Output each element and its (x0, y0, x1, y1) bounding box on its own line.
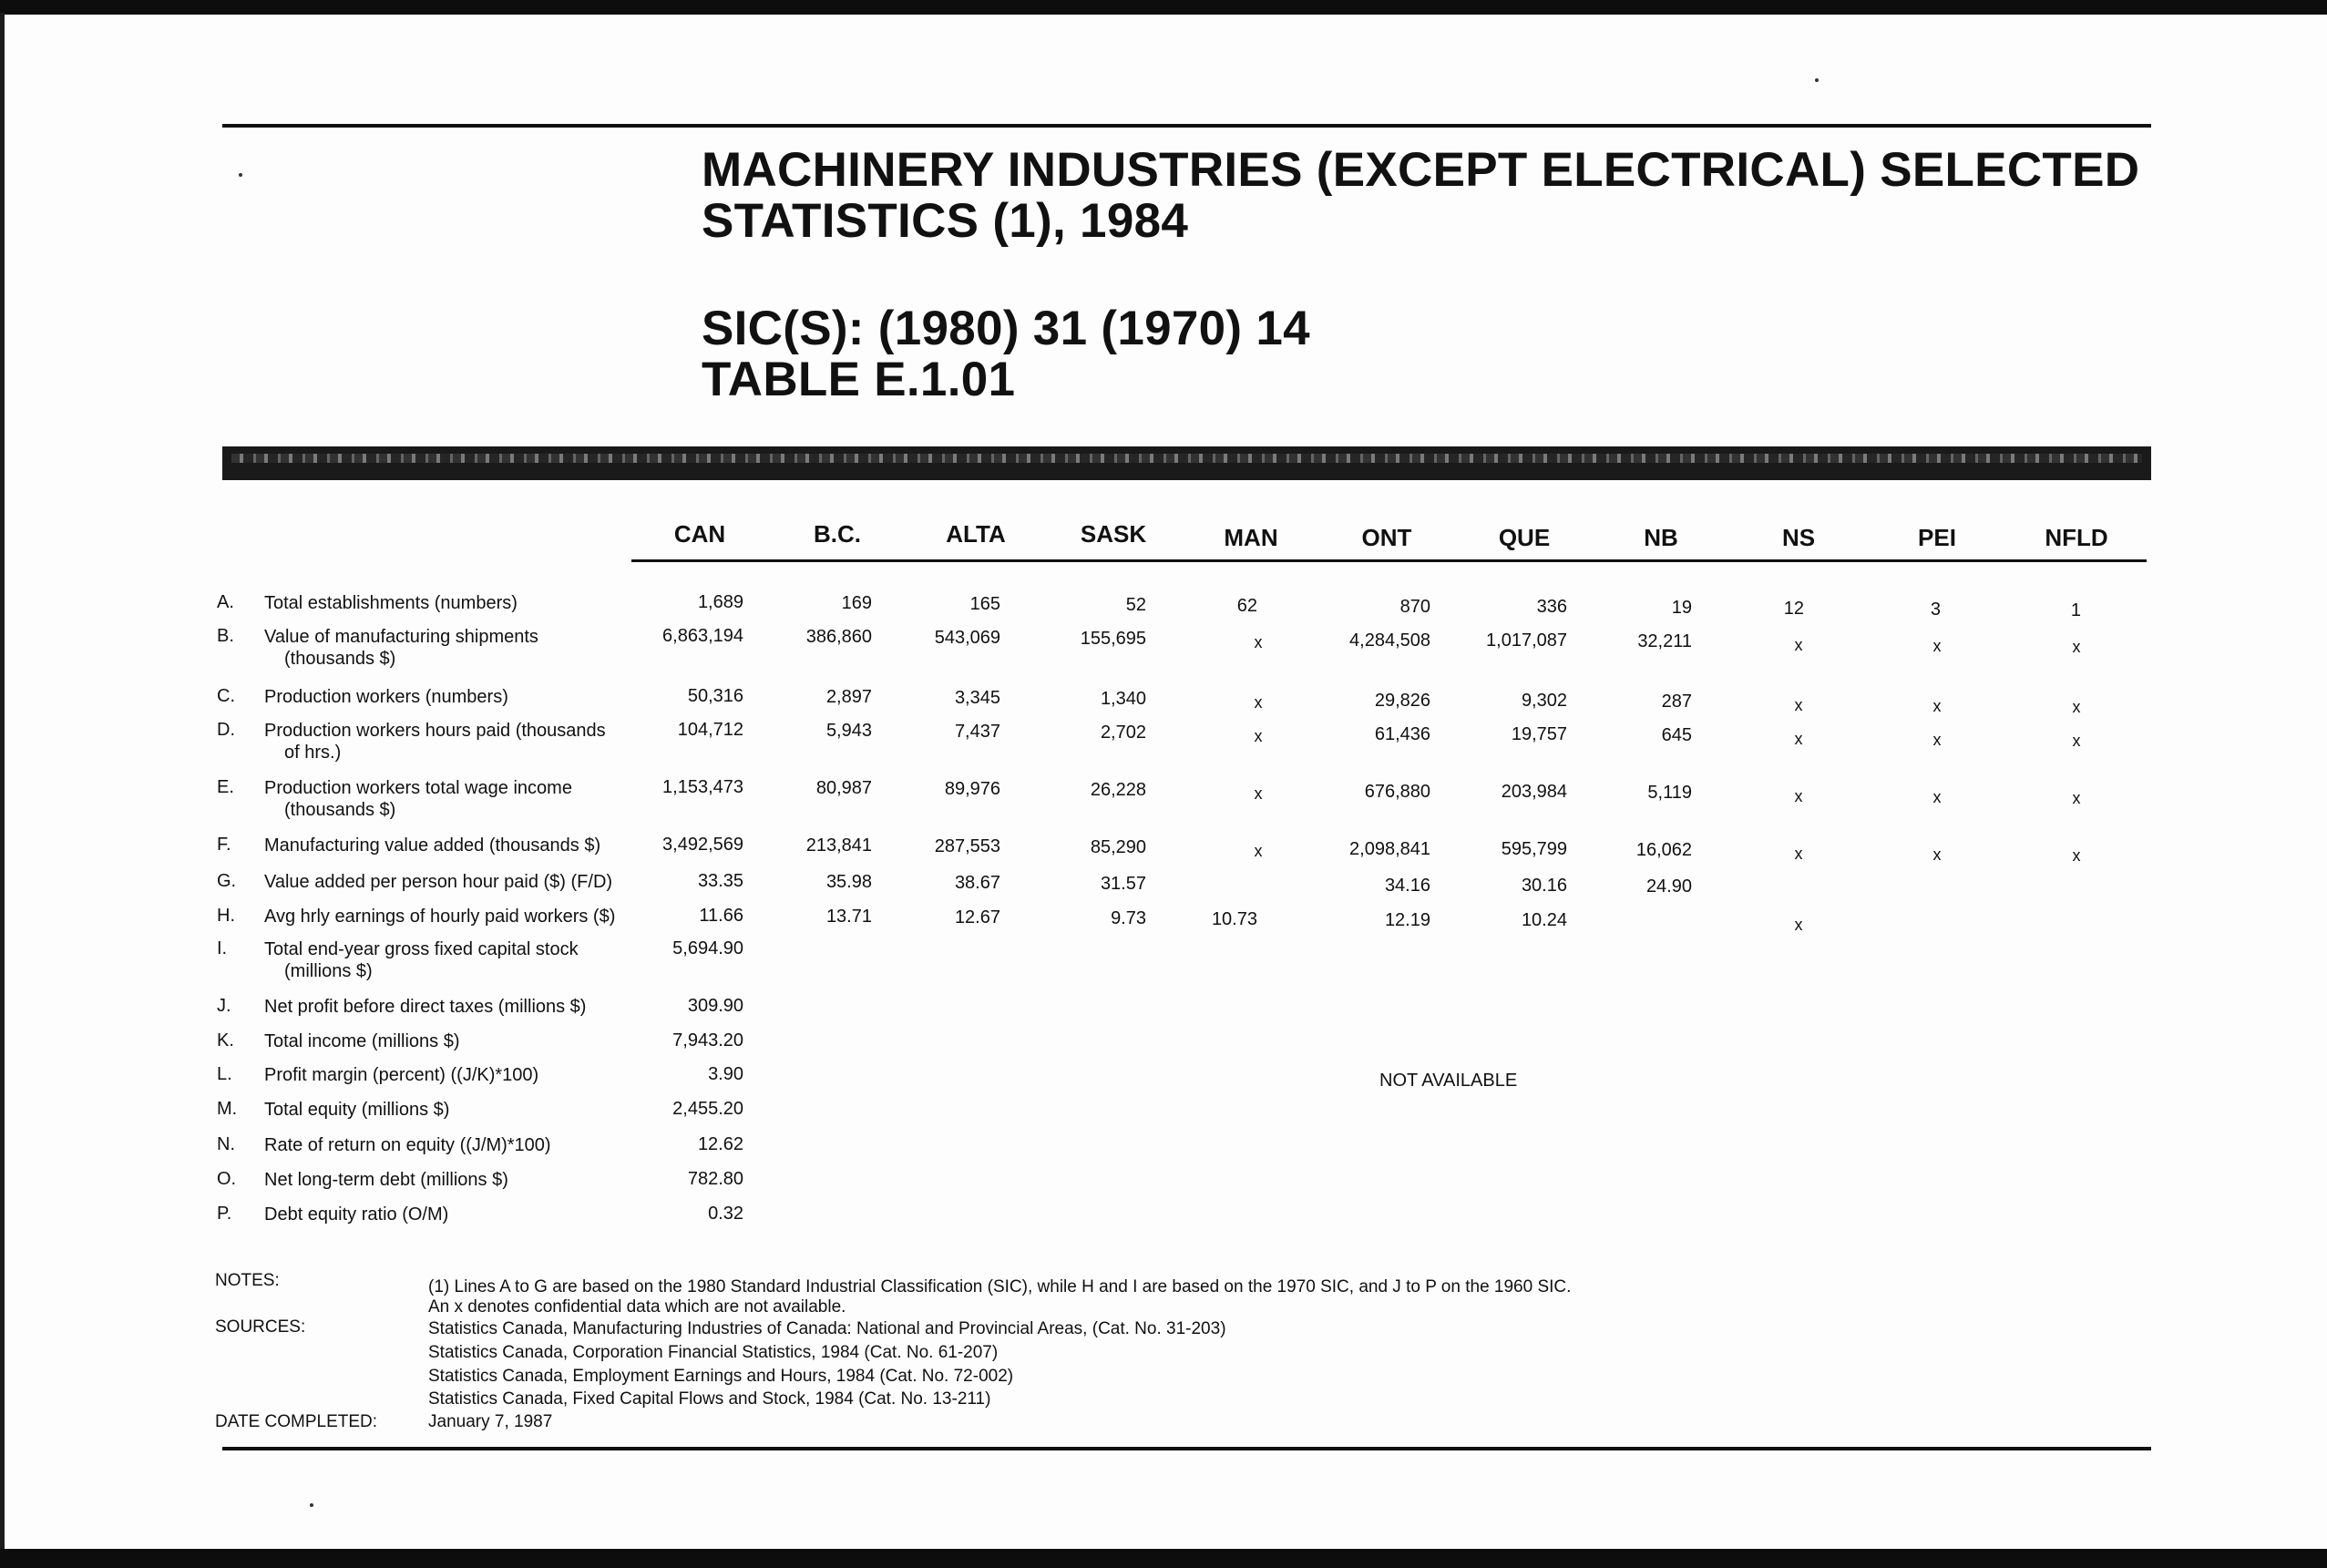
table-cell: x (1932, 637, 1942, 655)
table-cell: 26,228 (1090, 780, 1146, 800)
row-label (264, 1099, 647, 1121)
row-label (264, 626, 647, 670)
sic-code: SIC(S): (1980) 31 (1970) 14 (702, 302, 1310, 355)
table-cell: 5,694.90 (672, 938, 743, 958)
column-header-pei: PEI (1918, 524, 1956, 551)
note-1: (1) Lines A to G are based on the 1980 Standard Industrial Classification (SIC), while H and I are based on the 1970 SIC, and J to P on the 1960 SIC. (428, 1277, 1572, 1296)
not-available-note: NOT AVAILABLE (1379, 1071, 1518, 1091)
table-cell: 16,062 (1635, 840, 1692, 860)
source-4: Statistics Canada, Fixed Capital Flows and Stock, 1984 (Cat. No. 13-211) (428, 1389, 991, 1409)
table-cell: 9,302 (1521, 691, 1567, 711)
table-cell: x (2072, 846, 2081, 865)
table-cell: 9.73 (1111, 908, 1146, 928)
table-cell: x (1932, 845, 1942, 864)
table-cell: x (1932, 788, 1942, 806)
scan-speck (239, 173, 242, 177)
column-header-rule (631, 559, 2147, 562)
table-cell: 1,153,473 (662, 777, 743, 797)
table-cell: 3.90 (708, 1064, 743, 1084)
table-cell: 4,284,508 (1349, 630, 1430, 651)
table-cell: x (1794, 696, 1803, 714)
row-label-line-1: Rate of return on equity ((J/M)*100) (264, 1135, 551, 1155)
table-cell: 870 (1399, 597, 1430, 617)
table-cell: 165 (969, 594, 1000, 614)
row-label-line-1: Total establishments (numbers) (264, 593, 518, 613)
table-number: TABLE E.1.01 (702, 353, 1016, 406)
table-cell: x (2072, 789, 2081, 807)
table-cell: 104,712 (677, 720, 743, 740)
table-cell: 19 (1671, 598, 1692, 618)
row-letter: F. (217, 835, 231, 855)
table-cell: 10.73 (1211, 909, 1257, 929)
row-label-line-1: Net long-term debt (millions $) (264, 1170, 508, 1190)
row-label (264, 835, 647, 856)
scan-border-left (0, 13, 5, 1553)
date-completed-value: January 7, 1987 (428, 1412, 553, 1431)
table-cell: 595,799 (1501, 839, 1567, 859)
table-cell: 6,863,194 (662, 626, 743, 646)
row-label-line-1: Value added per person hour paid ($) (F/D) (264, 872, 613, 892)
table-cell: 2,455.20 (672, 1099, 743, 1119)
column-header-ns: NS (1781, 524, 1816, 551)
table-cell: 1,689 (697, 592, 743, 612)
date-completed-label: DATE COMPLETED: (215, 1412, 378, 1431)
note-2: An x denotes confidential data which are not available. (428, 1297, 846, 1317)
row-label (264, 1030, 647, 1052)
table-cell: x (1794, 787, 1803, 805)
table-cell: 1,017,087 (1486, 630, 1567, 651)
table-cell: 12 (1783, 599, 1804, 619)
row-label-line-1: Production workers hours paid (thousands (264, 721, 606, 741)
title-line-1: MACHINERY INDUSTRIES (EXCEPT ELECTRICAL) SELECTED (702, 143, 2140, 197)
row-letter: B. (217, 626, 234, 646)
table-cell: 30.16 (1521, 876, 1567, 896)
column-header-sask: SASK (1080, 520, 1147, 548)
table-cell: 11.66 (699, 906, 743, 926)
column-header-alta: ALTA (946, 520, 1006, 548)
table-cell: 386,860 (805, 627, 872, 647)
table-cell: x (1932, 731, 1942, 749)
column-header-ont: ONT (1361, 524, 1412, 551)
row-letter: P. (217, 1204, 232, 1224)
row-letter: H. (217, 906, 235, 926)
column-header-bc: B.C. (814, 520, 861, 548)
table-cell: 1 (2070, 600, 2081, 620)
table-cell: x (1254, 633, 1263, 651)
table-cell: x (2072, 698, 2081, 716)
column-header-nb: NB (1644, 524, 1678, 551)
table-cell: x (1932, 697, 1942, 715)
source-2: Statistics Canada, Corporation Financial Statistics, 1984 (Cat. No. 61-207) (428, 1343, 999, 1362)
row-label-line-1: Debt equity ratio (O/M) (264, 1204, 449, 1225)
row-letter: N. (217, 1134, 235, 1154)
table-cell: 5,943 (825, 721, 872, 741)
row-label (264, 777, 647, 821)
row-label (264, 1204, 647, 1225)
table-cell: 0.32 (708, 1204, 743, 1224)
row-label (264, 592, 647, 614)
table-cell: x (1794, 730, 1803, 748)
row-letter: G. (217, 871, 237, 891)
row-label (264, 938, 647, 982)
scan-speck (1815, 78, 1819, 82)
column-header-can: CAN (673, 520, 726, 548)
row-letter: M. (217, 1099, 238, 1119)
table-cell: 29,826 (1374, 691, 1430, 711)
row-label-line-2: (thousands $) (284, 649, 396, 669)
table-cell: 169 (841, 593, 872, 613)
row-label-line-2: (millions $) (284, 961, 373, 981)
table-cell: 35.98 (825, 872, 872, 892)
table-cell: 62 (1236, 596, 1257, 616)
table-cell: x (1794, 916, 1803, 934)
table-cell: 3,492,569 (662, 835, 743, 855)
table-cell: 1,340 (1100, 689, 1146, 709)
table-cell: 7,943.20 (672, 1030, 743, 1050)
table-cell: 2,098,841 (1349, 839, 1430, 859)
scan-border-bottom (0, 1549, 2327, 1568)
table-cell: 287,553 (934, 836, 1000, 856)
table-cell: 309.90 (687, 996, 743, 1016)
table-cell: 3 (1930, 600, 1941, 620)
table-cell: 50,316 (687, 686, 743, 706)
notes-label: NOTES: (215, 1271, 280, 1290)
table-cell: 85,290 (1090, 837, 1146, 857)
table-cell: 24.90 (1645, 876, 1692, 897)
row-label-line-1: Net profit before direct taxes (millions $) (264, 997, 587, 1017)
sources-label: SOURCES: (215, 1317, 306, 1337)
row-label (264, 1169, 647, 1191)
header-band (222, 446, 2151, 480)
row-label-line-1: Manufacturing value added (thousands $) (264, 835, 601, 856)
top-rule (222, 124, 2151, 128)
row-label-line-1: Avg hrly earnings of hourly paid workers ($) (264, 907, 616, 927)
table-cell: 32,211 (1637, 631, 1692, 651)
row-letter: O. (217, 1169, 237, 1189)
row-label (264, 871, 647, 893)
table-cell: 13.71 (825, 907, 872, 927)
column-header-man: MAN (1224, 524, 1278, 551)
table-cell: 80,987 (815, 778, 872, 798)
row-letter: K. (217, 1030, 234, 1050)
row-label (264, 686, 647, 708)
table-cell: 155,695 (1080, 629, 1146, 649)
source-3: Statistics Canada, Employment Earnings and Hours, 1984 (Cat. No. 72-002) (428, 1367, 1014, 1386)
table-cell: 676,880 (1364, 782, 1430, 802)
column-header-que: QUE (1498, 524, 1551, 551)
table-cell: 2,897 (825, 687, 872, 707)
row-letter: J. (217, 996, 231, 1016)
row-label-line-1: Total income (millions $) (264, 1031, 460, 1051)
table-cell: 5,119 (1647, 783, 1692, 803)
table-cell: 61,436 (1374, 724, 1430, 744)
table-cell: x (1794, 845, 1803, 863)
row-label-line-1: Total equity (millions $) (264, 1100, 450, 1120)
row-label (264, 720, 647, 764)
table-cell: 34.16 (1384, 876, 1430, 896)
row-letter: E. (217, 777, 234, 797)
table-cell: 2,702 (1100, 723, 1146, 743)
table-cell: 89,976 (944, 779, 1000, 799)
row-label (264, 1134, 647, 1156)
table-cell: 12.19 (1384, 910, 1430, 930)
table-cell: 543,069 (934, 628, 1000, 648)
row-label-line-2: of hrs.) (284, 743, 342, 763)
table-cell: 19,757 (1511, 724, 1567, 744)
row-label-line-1: Production workers (numbers) (264, 687, 508, 707)
table-cell: 782.80 (687, 1169, 743, 1189)
table-cell: x (1254, 727, 1263, 745)
row-label (264, 996, 647, 1018)
row-label-line-1: Total end-year gross fixed capital stock (264, 939, 579, 959)
row-letter: L. (217, 1064, 232, 1084)
column-header-nfld: NFLD (2045, 524, 2108, 551)
row-letter: D. (217, 720, 235, 740)
row-label-line-1: Profit margin (percent) ((J/K)*100) (264, 1065, 539, 1085)
table-cell: 38.67 (954, 873, 1000, 893)
row-letter: A. (217, 592, 234, 612)
scan-speck (310, 1503, 313, 1507)
table-cell: x (1254, 784, 1263, 803)
table-cell: 52 (1125, 595, 1146, 615)
table-cell: 12.62 (697, 1134, 743, 1154)
table-cell: x (1794, 636, 1803, 654)
table-cell: 10.24 (1521, 910, 1567, 930)
table-cell: 33.35 (697, 871, 743, 891)
row-letter: C. (217, 686, 235, 706)
table-cell: 31.57 (1100, 874, 1146, 894)
row-letter: I. (217, 938, 228, 958)
row-label-line-1: Value of manufacturing shipments (264, 627, 538, 647)
table-cell: 203,984 (1501, 782, 1567, 802)
row-label-line-1: Production workers total wage income (264, 778, 572, 798)
table-cell: 12.67 (954, 907, 1000, 927)
table-cell: 287 (1661, 692, 1692, 712)
table-cell: x (1254, 842, 1263, 860)
table-cell: x (2072, 732, 2081, 750)
row-label (264, 1064, 647, 1086)
row-label-line-2: (thousands $) (284, 800, 396, 820)
header-band-texture (231, 454, 2142, 463)
table-cell: x (2072, 638, 2081, 656)
table-cell: 7,437 (954, 722, 1000, 742)
table-cell: 645 (1661, 725, 1692, 745)
title-line-2: STATISTICS (1), 1984 (702, 194, 1189, 248)
scan-border-top (0, 0, 2327, 15)
source-1: Statistics Canada, Manufacturing Industries of Canada: National and Provincial Areas, (Cat. No. 31-203) (428, 1319, 1226, 1338)
table-cell: 3,345 (954, 688, 1000, 708)
table-cell: 336 (1536, 597, 1567, 617)
bottom-rule (222, 1447, 2151, 1450)
table-cell: x (1254, 693, 1263, 712)
table-cell: 213,841 (805, 835, 872, 856)
row-label (264, 906, 647, 927)
